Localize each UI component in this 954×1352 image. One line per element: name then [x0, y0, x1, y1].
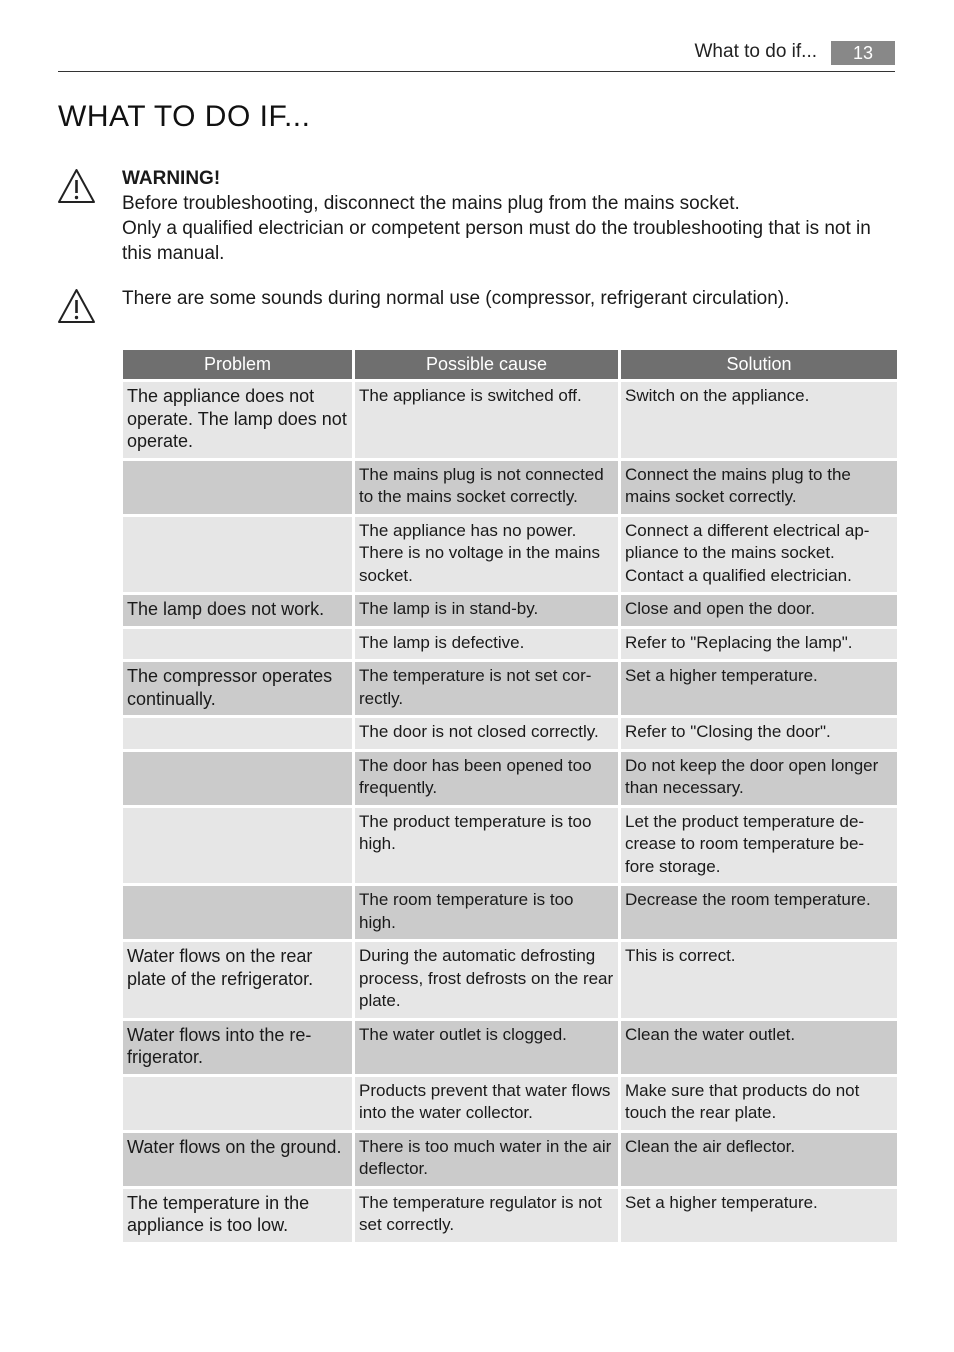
cause-cell: The appliance has no power. There is no voltage in the mains socket.: [355, 517, 618, 593]
problem-cell: Water flows on the rear plate of the refrigerator.: [123, 942, 352, 1018]
solution-cell: Connect the mains plug to the mains socket correctly.: [621, 461, 897, 514]
cause-cell: The door is not closed correctly.: [355, 718, 618, 749]
cause-cell: Products prevent that water flows into the water collector.: [355, 1077, 618, 1130]
table-row: [123, 1189, 897, 1242]
solution-cell: Let the product temperature de-crease to room temperature be-fore storage.: [621, 808, 897, 884]
problem-cell: [123, 517, 352, 593]
solution-cell: Refer to "Replacing the lamp".: [621, 629, 897, 660]
cause-cell: The product temperature is too high.: [355, 808, 618, 884]
column-header-problem: Problem: [123, 350, 352, 379]
table-row: [123, 752, 897, 805]
cause-cell: During the automatic defrosting process, frost defrosts on the rear plate.: [355, 942, 618, 1018]
table-header-row: [123, 350, 897, 379]
solution-cell: Clean the water outlet.: [621, 1021, 897, 1074]
problem-cell: [123, 752, 352, 805]
page-header: [58, 38, 895, 72]
cause-cell: The temperature regulator is not set correctly.: [355, 1189, 618, 1242]
warning-triangle-icon: [57, 288, 96, 324]
table-row: [123, 517, 897, 593]
warning-line: Only a qualified electrician or competent person must do the troubleshooting that is not in this manual.: [122, 218, 871, 264]
solution-cell: Set a higher temperature.: [621, 1189, 897, 1242]
warning-triangle-icon: [57, 168, 96, 204]
problem-cell: [123, 808, 352, 884]
cause-cell: The door has been opened too frequently.: [355, 752, 618, 805]
problem-cell: The lamp does not work.: [123, 595, 352, 626]
cause-cell: The temperature is not set cor-rectly.: [355, 662, 618, 715]
solution-cell: Refer to "Closing the door".: [621, 718, 897, 749]
section-title: What to do if...: [694, 41, 817, 62]
solution-cell: Decrease the room temperature.: [621, 886, 897, 939]
column-header-solution: Solution: [621, 350, 897, 379]
table-row: [123, 808, 897, 884]
table-row: [123, 1021, 897, 1074]
page-number: 13: [831, 41, 895, 65]
solution-cell: Make sure that products do not touch the rear plate.: [621, 1077, 897, 1130]
solution-cell: Close and open the door.: [621, 595, 897, 626]
solution-cell: This is correct.: [621, 942, 897, 1018]
table-row: [123, 886, 897, 939]
table-row: [123, 662, 897, 715]
warning-line: Before troubleshooting, disconnect the mains plug from the mains socket.: [122, 193, 740, 214]
table-row: [123, 1077, 897, 1130]
cause-cell: The mains plug is not connected to the mains socket correctly.: [355, 461, 618, 514]
cause-cell: There is too much water in the air deflector.: [355, 1133, 618, 1186]
solution-cell: Set a higher temperature.: [621, 662, 897, 715]
page-title: WHAT TO DO IF...: [58, 100, 311, 133]
problem-cell: Water flows into the re-frigerator.: [123, 1021, 352, 1074]
problem-cell: The compressor operates continually.: [123, 662, 352, 715]
problem-cell: [123, 629, 352, 660]
cause-cell: The lamp is in stand-by.: [355, 595, 618, 626]
cause-cell: The lamp is defective.: [355, 629, 618, 660]
warning-block: [122, 166, 902, 266]
problem-cell: [123, 718, 352, 749]
table-row: [123, 629, 897, 660]
troubleshooting-table: [120, 347, 900, 1245]
table-row: [123, 595, 897, 626]
problem-cell: The temperature in the appliance is too low.: [123, 1189, 352, 1242]
solution-cell: Do not keep the door open longer than necessary.: [621, 752, 897, 805]
problem-cell: [123, 1077, 352, 1130]
cause-cell: The appliance is switched off.: [355, 382, 618, 458]
cause-cell: The water outlet is clogged.: [355, 1021, 618, 1074]
table-row: [123, 382, 897, 458]
problem-cell: [123, 886, 352, 939]
table-row: [123, 461, 897, 514]
table-row: [123, 942, 897, 1018]
note-text: There are some sounds during normal use (compressor, refrigerant circulation).: [122, 288, 790, 309]
problem-cell: [123, 461, 352, 514]
solution-cell: Clean the air deflector.: [621, 1133, 897, 1186]
warning-title: WARNING!: [122, 168, 221, 189]
problem-cell: The appliance does not operate. The lamp does not operate.: [123, 382, 352, 458]
problem-cell: Water flows on the ground.: [123, 1133, 352, 1186]
solution-cell: Connect a different electrical ap-pliance to the mains socket. Contact a qualified electrician.: [621, 517, 897, 593]
solution-cell: Switch on the appliance.: [621, 382, 897, 458]
table-row: [123, 718, 897, 749]
column-header-cause: Possible cause: [355, 350, 618, 379]
cause-cell: The room temperature is too high.: [355, 886, 618, 939]
table-row: [123, 1133, 897, 1186]
